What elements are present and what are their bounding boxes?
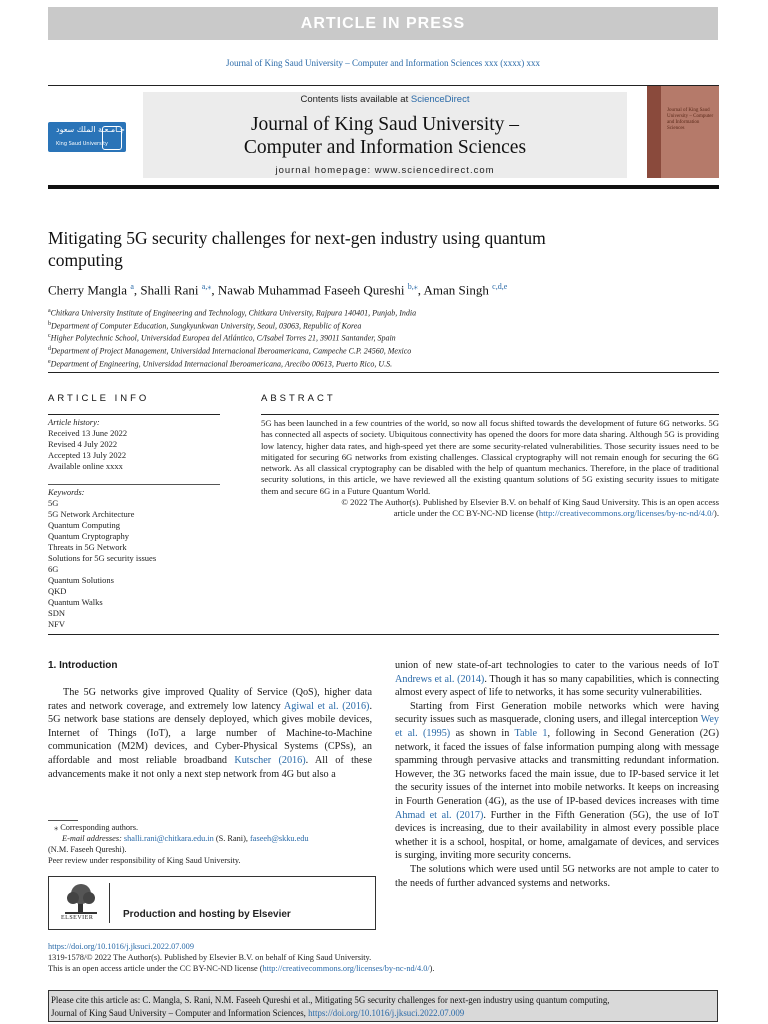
elsevier-divider	[109, 883, 110, 923]
email-line	[48, 833, 374, 844]
article-title-line2: computing	[48, 250, 123, 270]
affiliation-text: Higher Polytechnic School, Universidad Europea del Atlántico, C/Isabel Torres 21, 39011 Santander, Spain	[50, 333, 396, 343]
keyword: Threats in 5G Network	[48, 542, 127, 552]
contents-available	[143, 94, 627, 105]
affiliation-sup: a	[48, 308, 51, 314]
citation-line-2	[51, 1007, 715, 1020]
affiliation-item	[48, 344, 728, 357]
citation-link[interactable]: Andrews et al. (2014)	[395, 673, 485, 685]
journal-reference-link[interactable]: Journal of King Saud University – Computer and Information Sciences xxx (xxxx) xxx	[226, 58, 540, 68]
oa-prefix: This is an open access article under the CC BY-NC-ND license (	[48, 964, 263, 974]
license-suffix: ).	[713, 508, 719, 519]
email-owner-2: (N.M. Faseeh Qureshi).	[48, 845, 127, 854]
keyword: Quantum Solutions	[48, 575, 114, 585]
intro-right-paragraph-2	[395, 700, 719, 863]
cover-band	[647, 86, 661, 178]
article-history	[48, 417, 248, 472]
keyword: Solutions for 5G security issues	[48, 553, 157, 563]
author-list: Cherry Mangla $^a$, Shalli Rani $^{a,⁎}$, Nawab Muhammad Faseeh Qureshi $^{b,⁎}$, Aman Singh $^{c,d,e}$	[48, 282, 508, 298]
keyword: QKD	[48, 586, 67, 596]
header-bottom-rule	[48, 185, 719, 189]
keyword: SDN	[48, 608, 66, 618]
keywords-rule	[48, 484, 220, 485]
journal-title	[143, 113, 627, 159]
footnote-rule	[48, 820, 78, 821]
license-prefix: article under the CC BY-NC-ND license (	[393, 508, 539, 519]
citation-link[interactable]: Ahmad et al. (2017)	[395, 809, 484, 821]
intro-right-paragraph-1	[395, 659, 719, 700]
issn-line: 1319-1578/© 2022 The Author(s). Published by Elsevier B.V. on behalf of King Saud University.	[48, 953, 372, 963]
author-sup[interactable]: a,⁎	[201, 282, 212, 291]
intro-text: union of new state-of-art technologies to cater to the various needs of IoT	[395, 660, 719, 671]
doi-link[interactable]: https://doi.org/10.1016/j.jksuci.2022.07.009	[48, 942, 194, 951]
introduction-heading: 1. Introduction	[48, 660, 118, 671]
history-received: Received 13 June 2022	[48, 428, 128, 438]
article-in-press-banner: ARTICLE IN PRESS	[48, 7, 718, 40]
affiliation-item	[48, 331, 728, 344]
email-label: E-mail addresses:	[62, 834, 122, 843]
affiliation-item	[48, 319, 728, 332]
table-link[interactable]: Table 1	[514, 727, 548, 739]
keywords	[48, 487, 248, 630]
affiliation-text: Department of Computer Education, Sungkyunkwan University, Seoul, 03063, Republic of Korea	[51, 321, 362, 331]
affiliation-item	[48, 357, 728, 370]
journal-homepage[interactable]: journal homepage: www.sciencedirect.com	[275, 165, 495, 176]
open-access-line	[48, 963, 728, 974]
keyword: Quantum Walks	[48, 597, 103, 607]
ksu-logo	[48, 122, 126, 152]
intro-text: Starting from First Generation mobile networks which were having security issues such as masquerade, cloning users, and illegal interception	[395, 700, 719, 726]
intro-text: . 5G network base stations are densely deployed, which gives mobile devices, Internet of Things (IoT), a large number of Machine-to-Machine communication (M2M) devices, and Cyber-Physical Systems (CPSs), an affordable and most reliable broadband	[48, 700, 372, 766]
intro-text: The 5G networks give improved Quality of Service (QoS), higher data rates and network coverage, and extremely low latency	[48, 687, 372, 712]
doi-block	[48, 941, 728, 975]
elsevier-hosting-box	[48, 876, 376, 930]
keyword: Quantum Computing	[48, 520, 121, 530]
author-sup[interactable]: c,d,e	[492, 282, 508, 291]
author-sup[interactable]: a	[130, 282, 134, 291]
citation-link[interactable]: Kutscher (2016)	[234, 754, 306, 766]
info-top-rule	[48, 372, 719, 373]
keywords-label: Keywords:	[48, 487, 85, 497]
abstract-body	[261, 418, 719, 520]
email-link[interactable]: faseeh@skku.edu	[250, 834, 309, 843]
citation-box	[48, 990, 718, 1022]
affiliation-sup: d	[48, 345, 51, 352]
journal-cover-image	[647, 86, 719, 178]
citation-doi-link[interactable]: https://doi.org/10.1016/j.jksuci.2022.07.009	[308, 1007, 465, 1018]
keyword: NFV	[48, 619, 66, 629]
article-title	[48, 227, 688, 271]
author-name[interactable]: Aman Singh	[423, 282, 489, 298]
author-name[interactable]: Shalli Rani	[140, 282, 199, 298]
journal-title-line2: Computer and Information Sciences	[243, 137, 527, 158]
oa-suffix: ).	[429, 964, 435, 974]
intro-left-paragraph	[48, 686, 372, 781]
header-top-rule	[48, 85, 719, 86]
corresponding-note: ⁎ Corresponding authors.	[54, 823, 139, 832]
oa-license-link[interactable]: http://creativecommons.org/licenses/by-nc-nd/4.0/	[262, 964, 430, 974]
sciencedirect-link[interactable]: ScienceDirect	[410, 94, 470, 105]
article-info-heading: ARTICLE INFO	[48, 393, 150, 404]
author-name[interactable]: Cherry Mangla	[48, 282, 128, 298]
info-rule	[48, 414, 220, 415]
abstract-heading: ABSTRACT	[261, 393, 336, 404]
affiliation-sup: e	[48, 358, 51, 365]
abstract-copyright	[261, 497, 719, 520]
affiliation-sup: b	[48, 320, 51, 327]
email-link[interactable]: shalli.rani@chitkara.edu.in	[123, 834, 214, 843]
keyword: Quantum Cryptography	[48, 531, 129, 541]
intro-text: . Though it has so many capabilities, which is connecting almost every aspect of life to networks, it has some security vulnerabilities.	[395, 673, 720, 699]
affiliations	[48, 306, 728, 369]
author-sup[interactable]: b,⁎	[407, 282, 418, 291]
affiliation-item	[48, 306, 728, 319]
intro-text: . All of these advancements make it not only a next step network from 4G but also a	[48, 754, 373, 780]
email-owner: (S. Rani),	[215, 834, 248, 843]
ksu-emblem-icon	[102, 126, 122, 150]
cover-title: Journal of King Saud University – Computer and Information Sciences	[667, 108, 714, 131]
intro-text: . Further in the Fifth Generation (5G), the use of IoT devices is increasing, due to their availability in almost every possible place whether it is a school, hospital, or home, amalgamate of devices, and services is surging, inviting more security concerns.	[395, 809, 719, 862]
peer-review-note: Peer review under responsibility of King Saud University.	[48, 856, 241, 865]
intro-text: , following in Second Generation (2G) network, it faced the issues of false information pumping along with message spamming through pervasive attacks and transmitting redundant information. However, the 3G networks faced the main issue, due to IP-based service it let the security issues of the internet into mobile networks. It keeps on increasing in Fourth Generation (4G), as the use of IP-based devices increases with time	[395, 727, 719, 807]
affiliation-text: Department of Project Management, Universidad Internacional Iberoamericana, Campeche C.P. 24560, Mexico	[51, 346, 412, 356]
logo-english-text: King Saud University	[56, 141, 108, 147]
abstract-rule	[261, 414, 719, 415]
intro-right-paragraph-3: The solutions which were used until 5G networks are not ample to cater to the needs of further advanced systems and networks.	[395, 863, 719, 889]
elsevier-logo-text: ELSEVIER	[61, 915, 94, 921]
citation-journal: Journal of King Saud University – Computer and Information Sciences,	[51, 1007, 309, 1018]
author-name[interactable]: Nawab Muhammad Faseeh Qureshi	[217, 282, 405, 298]
history-label: Article history:	[48, 417, 100, 427]
affiliation-sup: c	[48, 333, 51, 340]
journal-title-line1: Journal of King Saud University –	[250, 114, 520, 135]
article-title-line1: Mitigating 5G security challenges for next-gen industry using quantum	[48, 228, 546, 248]
affiliation-text: Chitkara University Institute of Engineering and Technology, Chitkara University, Rajpura 140401, Punjab, India	[50, 308, 417, 318]
intro-right-column	[395, 659, 719, 890]
footnotes	[48, 822, 374, 866]
history-online: Available online xxxx	[48, 461, 123, 471]
citation-link[interactable]: Wey et al. (1995)	[395, 714, 719, 739]
intro-text: as shown in	[450, 727, 515, 739]
abstract-text: 5G has been launched in a few countries of the world, so now all focus shifted towards the development of future 6G networks. 5G has connected all aspects of society. Ubiquitous connectivity has opened the doors for more data sharing. Although 5G is providing low latency, higher data rates, and high-speed yet there are some security-related vulnerabilities. Those security issues need to be mitigated for securing 6G networks from existing challenges. Classical cryptography will not remain enough for securing the 6G network. As all classical cryptography can be disabled with the help of quantum mechanics. Therefore, in the place of traditional security solutions, in this article, we have reviewed all the existing quantum solutions of 5G existing security issues to mitigate them and secure 6G in a Future Quantum World.	[261, 418, 719, 496]
keyword: 5G	[48, 498, 59, 508]
contents-prefix: Contents lists available at	[300, 94, 409, 105]
affiliation-text: Department of Engineering, Universidad Internacional Iberoamericana, Arecibo 00613, Puerto Rico, U.S.	[50, 359, 393, 369]
keyword: 5G Network Architecture	[48, 509, 135, 519]
keyword: 6G	[48, 564, 59, 574]
history-revised: Revised 4 July 2022	[48, 439, 118, 449]
citation-line-1: Please cite this article as: C. Mangla, S. Rani, N.M. Faseeh Qureshi et al., Mitigating 5G security challenges for next-gen industry using quantum computing,	[51, 995, 610, 1005]
elsevier-tree-icon	[63, 883, 99, 915]
copyright-text: © 2022 The Author(s). Published by Elsevier B.V. on behalf of King Saud University. This is an open access	[341, 497, 719, 508]
history-accepted: Accepted 13 July 2022	[48, 450, 127, 460]
elsevier-hosting-text: Production and hosting by Elsevier	[123, 909, 291, 920]
citation-link[interactable]: Agiwal et al. (2016)	[283, 700, 370, 712]
abstract-bottom-rule	[48, 634, 719, 635]
license-link[interactable]: http://creativecommons.org/licenses/by-nc-nd/4.0/	[538, 508, 714, 519]
logo-arabic-text: جـامـعـة الملك سعود	[56, 125, 125, 134]
